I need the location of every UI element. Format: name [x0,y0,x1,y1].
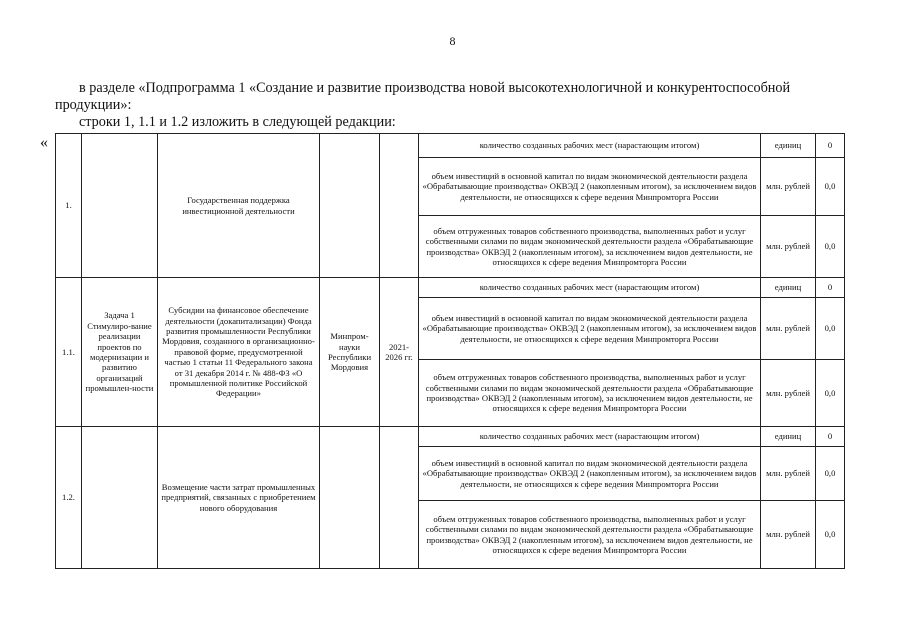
indicator-value: 0,0 [816,447,845,501]
table-row [56,427,845,447]
table-row [56,134,845,158]
indicator-value: 0,0 [816,216,845,278]
empty-executor-cell [320,134,380,278]
row-number: 1. [56,134,82,278]
table-row [56,278,845,298]
indicator-name: объем отгруженных товаров собственного производства, выполненных работ и услуг собственными силами по видам экономической деятельности раздела «Обрабатывающие производства» ОКВЭД 2 (накопленным итогом), за исключением видов деятельности, не относящихся к сфере ведения Минпромторга России [419,501,761,569]
indicator-name: количество созданных рабочих мест (нарастающим итогом) [419,134,761,158]
empty-period-cell [380,134,419,278]
intro-line-3: строки 1, 1.1 и 1.2 изложить в следующей редакции: [79,114,396,130]
indicator-value: 0 [816,278,845,298]
intro-line-2: продукции»: [55,97,132,113]
indicator-value: 0 [816,427,845,447]
empty-period-cell [380,427,419,569]
activity-cell: Государственная поддержка инвестиционной деятельности [158,134,320,278]
task-cell: Задача 1 Стимулиро-вание реализации проектов по модернизации и развитию организаций промышлен-ности [82,278,158,427]
indicator-value: 0,0 [816,360,845,427]
indicator-value: 0,0 [816,501,845,569]
indicator-name: объем инвестиций в основной капитал по видам экономической деятельности раздела «Обрабатывающие производства» ОКВЭД 2 (накопленным итогом), за исключением видов деятельности, не относящихся к сфере ведения Минпромторга России [419,298,761,360]
indicator-unit: млн. рублей [761,501,816,569]
indicator-name: объем отгруженных товаров собственного производства, выполненных работ и услуг собственными силами по видам экономической деятельности раздела «Обрабатывающие производства» ОКВЭД 2 (накопленным итогом), за исключением видов деятельности, не относящихся к сфере ведения Минпромторга России [419,360,761,427]
indicator-unit: млн. рублей [761,216,816,278]
indicator-value: 0,0 [816,298,845,360]
row-number: 1.2. [56,427,82,569]
period-cell: 2021-2026 гг. [380,278,419,427]
indicator-value: 0,0 [816,158,845,216]
indicator-unit: млн. рублей [761,360,816,427]
indicators-table [55,133,845,569]
executor-cell: Минпром-науки Республики Мордовия [320,278,380,427]
indicator-unit: единиц [761,278,816,298]
indicator-name: объем инвестиций в основной капитал по видам экономической деятельности раздела «Обрабатывающие производства» ОКВЭД 2 (накопленным итогом), за исключением видов деятельности, не относящихся к сфере ведения Минпромторга России [419,447,761,501]
indicator-name: количество созданных рабочих мест (нарастающим итогом) [419,427,761,447]
empty-task-cell [82,427,158,569]
indicator-unit: единиц [761,134,816,158]
page-number: 8 [449,34,456,48]
indicator-unit: млн. рублей [761,447,816,501]
activity-cell: Возмещение части затрат промышленных предприятий, связанных с приобретением нового оборудования [158,427,320,569]
empty-task-cell [82,134,158,278]
indicator-name: количество созданных рабочих мест (нарастающим итогом) [419,278,761,298]
indicator-name: объем отгруженных товаров собственного производства, выполненных работ и услуг собственными силами по видам экономической деятельности раздела «Обрабатывающие производства» ОКВЭД 2 (накопленным итогом), за исключением видов деятельности, не относящихся к сфере ведения Минпромторга России [419,216,761,278]
empty-executor-cell [320,427,380,569]
indicator-value: 0 [816,134,845,158]
row-number: 1.1. [56,278,82,427]
indicator-unit: единиц [761,427,816,447]
intro-line-1: в разделе «Подпрограмма 1 «Создание и развитие производства новой высокотехнологичной и конкурентоспособной [79,80,791,96]
activity-cell: Субсидии на финансовое обеспечение деятельности (докапитализации) Фонда развития промышленности Республики Мордовия, созданного в организационно-правовой форме, предусмотренной частью 1 статьи 11 Федерального закона от 31 декабря 2014 г. № 488-ФЗ «О промышленной политике Российской Федерации» [158,278,320,427]
open-quote: « [40,134,48,151]
indicator-name: объем инвестиций в основной капитал по видам экономической деятельности раздела «Обрабатывающие производства» ОКВЭД 2 (накопленным итогом), за исключением видов деятельности, не относящихся к сфере ведения Минпромторга России [419,158,761,216]
indicator-unit: млн. рублей [761,158,816,216]
indicator-unit: млн. рублей [761,298,816,360]
